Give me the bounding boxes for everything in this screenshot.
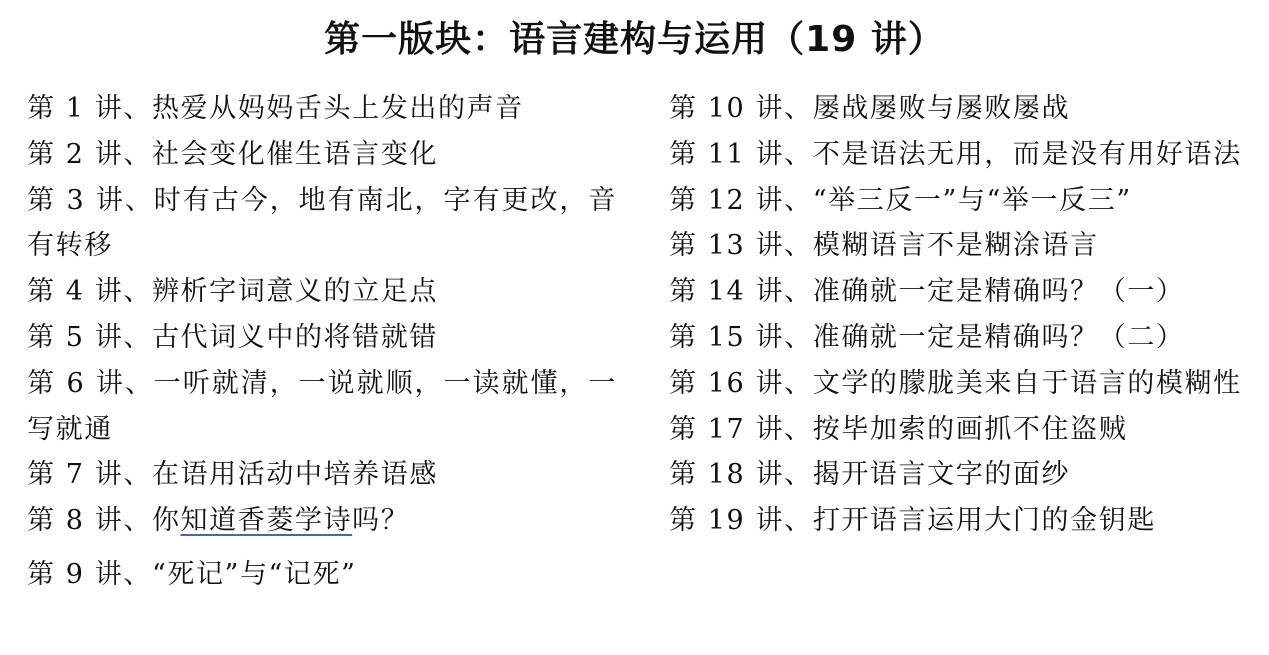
lecture-item: 第 12 讲、“举三反一”与“举一反三” [669, 184, 1132, 216]
lecture-item: 第 2 讲、社会变化催生语言变化 [27, 138, 438, 170]
lecture-item: 第 9 讲、“死记”与“记死” [27, 558, 357, 590]
lecture-text: 第 8 讲、你 [27, 505, 181, 537]
lecture-item: 第 18 讲、揭开语言文字的面纱 [669, 459, 1071, 491]
lecture-item: 第 5 讲、古代词义中的将错就错 [27, 321, 438, 353]
page-title: 第一版块：语言建构与运用（19 讲） [324, 19, 945, 60]
lecture-item: 第 17 讲、按毕加索的画抓不住盗贼 [669, 413, 1128, 445]
left-lecture-list [27, 86, 617, 598]
lecture-item [27, 498, 617, 544]
lecture-item: 第 10 讲、屡战屡败与屡败屡战 [669, 93, 1071, 124]
lecture-item: 第 11 讲、不是语法无用，而是没有用好语法 [669, 138, 1242, 170]
lecture-item: 第 7 讲、在语用活动中培养语感 [27, 459, 438, 491]
lecture-item: 第 3 讲、时有古今，地有南北，字有更改，音有转移 [27, 184, 617, 262]
lecture-item: 第 6 讲、一听就清，一说就顺，一读就懂，一写就通 [27, 367, 617, 445]
lecture-item: 第 14 讲、准确就一定是精确吗？（一） [669, 276, 1185, 308]
right-lecture-list [669, 86, 1254, 544]
lecture-item: 第 19 讲、打开语言运用大门的金钥匙 [669, 505, 1156, 537]
lecture-item: 第 1 讲、热爱从妈妈舌头上发出的声音 [27, 93, 524, 124]
lecture-item: 第 16 讲、文学的朦胧美来自于语言的模糊性 [669, 367, 1242, 399]
underlined-text: 知道香菱学诗 [180, 505, 353, 537]
lecture-item: 第 15 讲、准确就一定是精确吗？（二） [669, 321, 1185, 353]
lecture-text: 吗？ [352, 505, 410, 537]
lecture-item: 第 13 讲、模糊语言不是糊涂语言 [669, 230, 1099, 262]
lecture-item: 第 4 讲、辨析字词意义的立足点 [27, 276, 438, 308]
